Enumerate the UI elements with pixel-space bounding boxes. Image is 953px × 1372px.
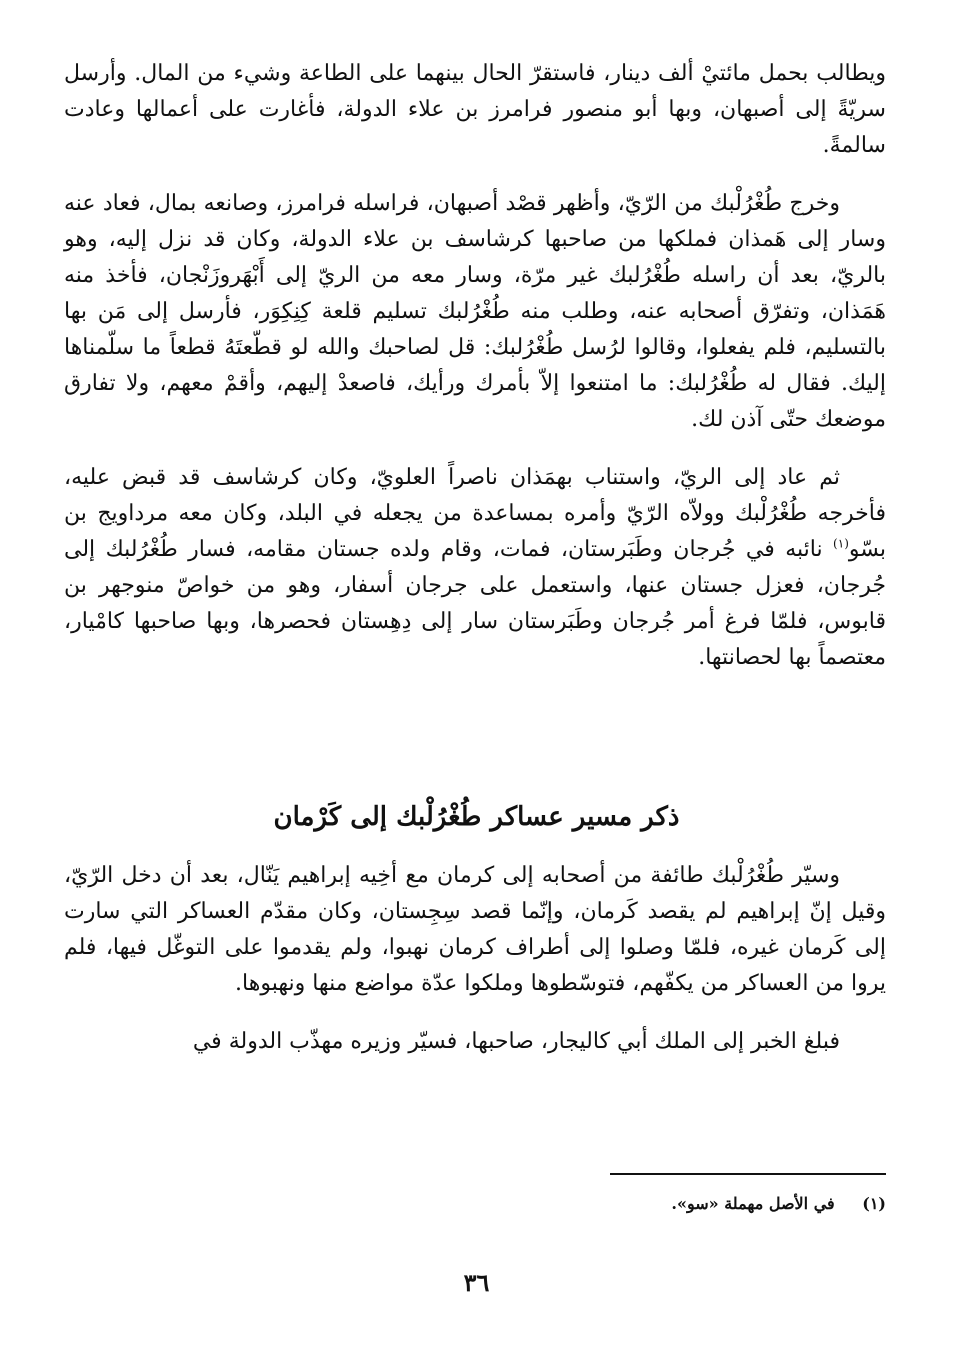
paragraph-3-part-2: نائبه في جُرجان وطَبَرستان، فمات، وقام ولده جستان مقامه، فسار طُغْرُلبك إلى جُرجان، فعزل جستان عنها، واستعمل على جرجان أسفار، وهو من خواصّ منوجهر بن قابوس، فلمّا فرغ أمر جُرجان وطَبَرستان سار إلى دِهِستان فحصرها، وبها صاحبها كامْيار، معتصماً بها لحصانتها.: [64, 537, 886, 670]
text-block-lower: [64, 858, 886, 1060]
footnote-divider: [610, 1173, 886, 1175]
paragraph-3-part-1: ثم عاد إلى الريّ، واستناب بهمَذان ناصراً العلويّ، وكان كرشاسف قد قبض عليه، فأخرجه طُغْرُلْبك وولاّه الرّيّ وأمره بمساعدة من يجعله في البلد، وكان معه مرداويج بن بسّو: [64, 465, 887, 562]
footnote-reference: (١): [833, 536, 849, 551]
text-block-upper: [64, 56, 886, 676]
page-number: ٣٦: [463, 1268, 490, 1297]
footnote-number: (١): [862, 1194, 886, 1213]
footnote: [64, 1194, 886, 1213]
paragraph-2: وخرج طُغْرُلْبك من الرّيّ، وأظهر قصْد أصبهان، فراسله فرامرز، وصانعه بمال، فعاد عنه وسار إلى هَمذان فملكها من صاحبها كرشاسف بن علاء الدولة، وكان قد نزل إليه، وهو بالريّ، بعد أن راسله طُغْرُلبك غير مرّة، وسار معه من الريّ إلى أَبْهَروزَنْجان، فأخذ منه هَمَذان، وتفرّق أصحابه عنه، وطلب منه طُغْرُلبك تسليم قلعة كِنِكِوَر، فأرسل إلى مَن بها بالتسليم، فلم يفعلوا، وقالوا لرُسل طُغْرُلبك: قل لصاحبك والله لو قطّعتَهُ قطعاً ما سلّمناها إليك. فقال له طُغْرُلبك: ما امتنعوا إلاّ بأمرك ورأيك، فاصعدْ إليهم، وأقمْ معهم، ولا تفارق موضعك حتّى آذن لك.: [64, 191, 886, 432]
paragraph-1: ويطالب بحمل مائتيْ ألف دينار، فاستقرّ الحال بينهما على الطاعة وشيء من المال. وأرسل سريّةً إلى أصبهان، وبها أبو منصور فرامرز بن علاء الدولة، فأغارت على أعمالها وعادت سالمةً.: [64, 61, 886, 158]
paragraph-5: فبلغ الخبر إلى الملك أبي كاليجار، صاحبها، فسيّر وزيره مهذّب الدولة في: [192, 1029, 840, 1054]
section-heading: ذكر مسير عساكر طُغْرُلْبك إلى كَرْمان: [273, 802, 680, 832]
paragraph-3: [64, 460, 886, 676]
footnote-text: في الأصل مهملة «سو».: [671, 1194, 835, 1213]
paragraph-4: وسيّر طُغْرُلْبك طائفة من أصحابه إلى كرمان مع أخِيه إبراهيم يَنّال، بعد أن دخل الرّيّ، وقيل إنّ إبراهيم لم يقصد كَرمان، وإنّما قصد سِجِستان، وكان مقدّم العساكر التي سارت إلى كَرمان غيره، فلمّا وصلوا إلى أطراف كرمان نهبوا، ولم يقدموا على التوغّل فيها، فلم يروا من العساكر من يكفّهم، فتوسّطوها وملكوا عدّة مواضع منها ونهبوها.: [64, 863, 886, 996]
